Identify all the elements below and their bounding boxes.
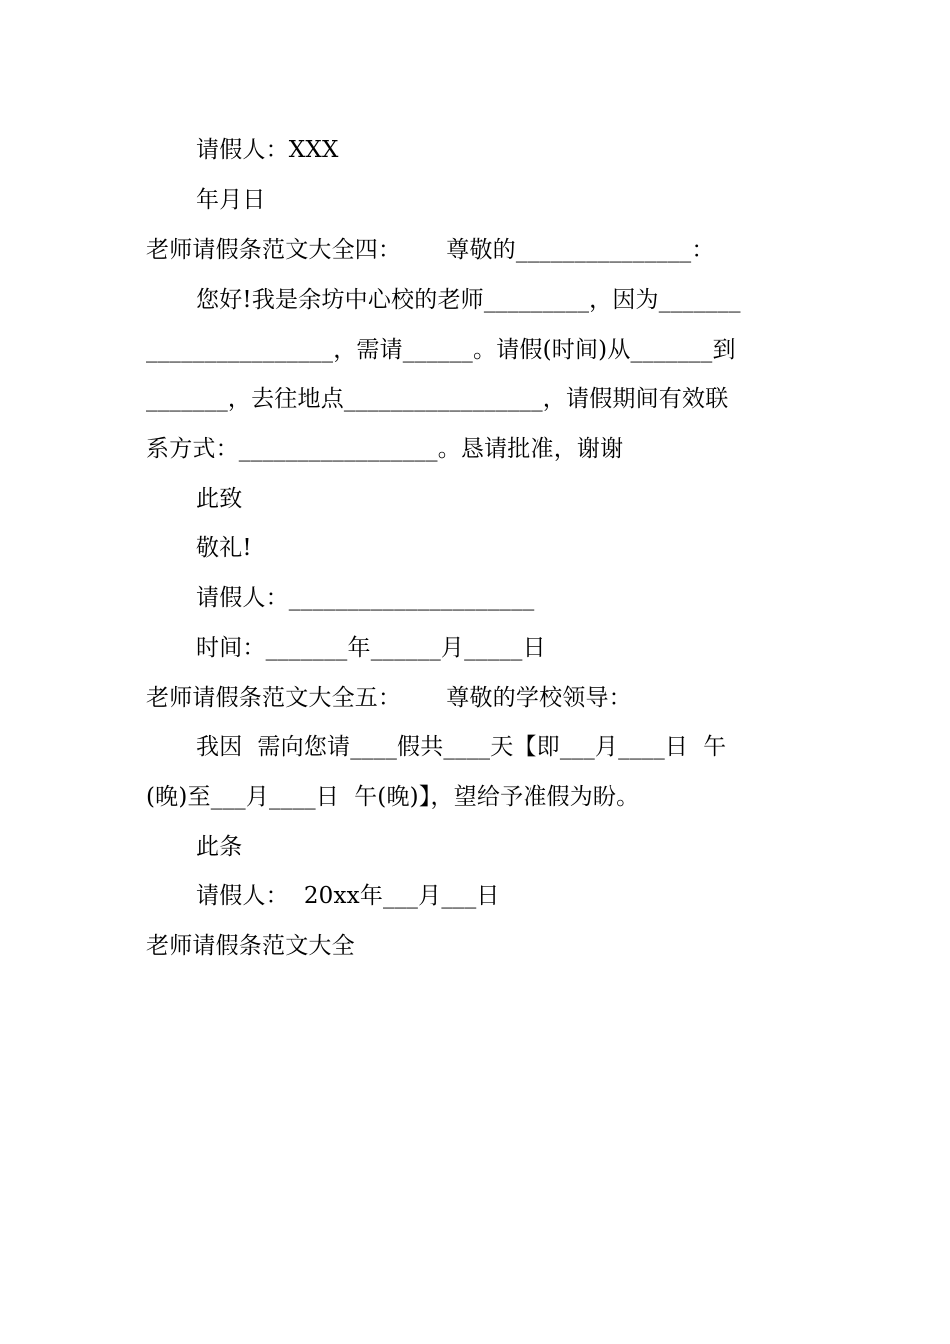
applicant-date-line: 请假人： 20xx年___月___日 [196, 883, 500, 909]
body-line-3: _______，去往地点_________________，请假期间有效联 [146, 386, 729, 412]
section-heading-five: 老师请假条范文大全五： 尊敬的学校领导： [146, 685, 632, 711]
body-line-4: 系方式：_________________。恳请批准，谢谢 [146, 436, 624, 462]
date-line-2: 时间：_______年______月_____日 [196, 635, 546, 661]
date-line-1: 年月日 [196, 187, 266, 213]
section-heading-four: 老师请假条范文大全四： 尊敬的_______________： [146, 237, 715, 263]
body-line-1: 您好!我是余坊中心校的老师_________，因为_______ [196, 287, 741, 313]
section-heading-last: 老师请假条范文大全 [146, 933, 355, 959]
salute-line: 敬礼! [196, 535, 252, 561]
body-line-6: (晚)至___月____日 午(晚)】，望给予准假为盼。 [146, 784, 640, 810]
applicant-line-1: 请假人：XXX [196, 137, 339, 163]
applicant-line-2: 请假人：_____________________ [196, 585, 535, 611]
closing-line-2: 此条 [196, 834, 243, 860]
body-line-5: 我因 需向您请____假共____天【即___月____日 午 [196, 734, 727, 760]
closing-line-1: 此致 [196, 486, 243, 512]
body-line-2: ________________，需请______。请假(时间)从_______到 [146, 337, 736, 363]
